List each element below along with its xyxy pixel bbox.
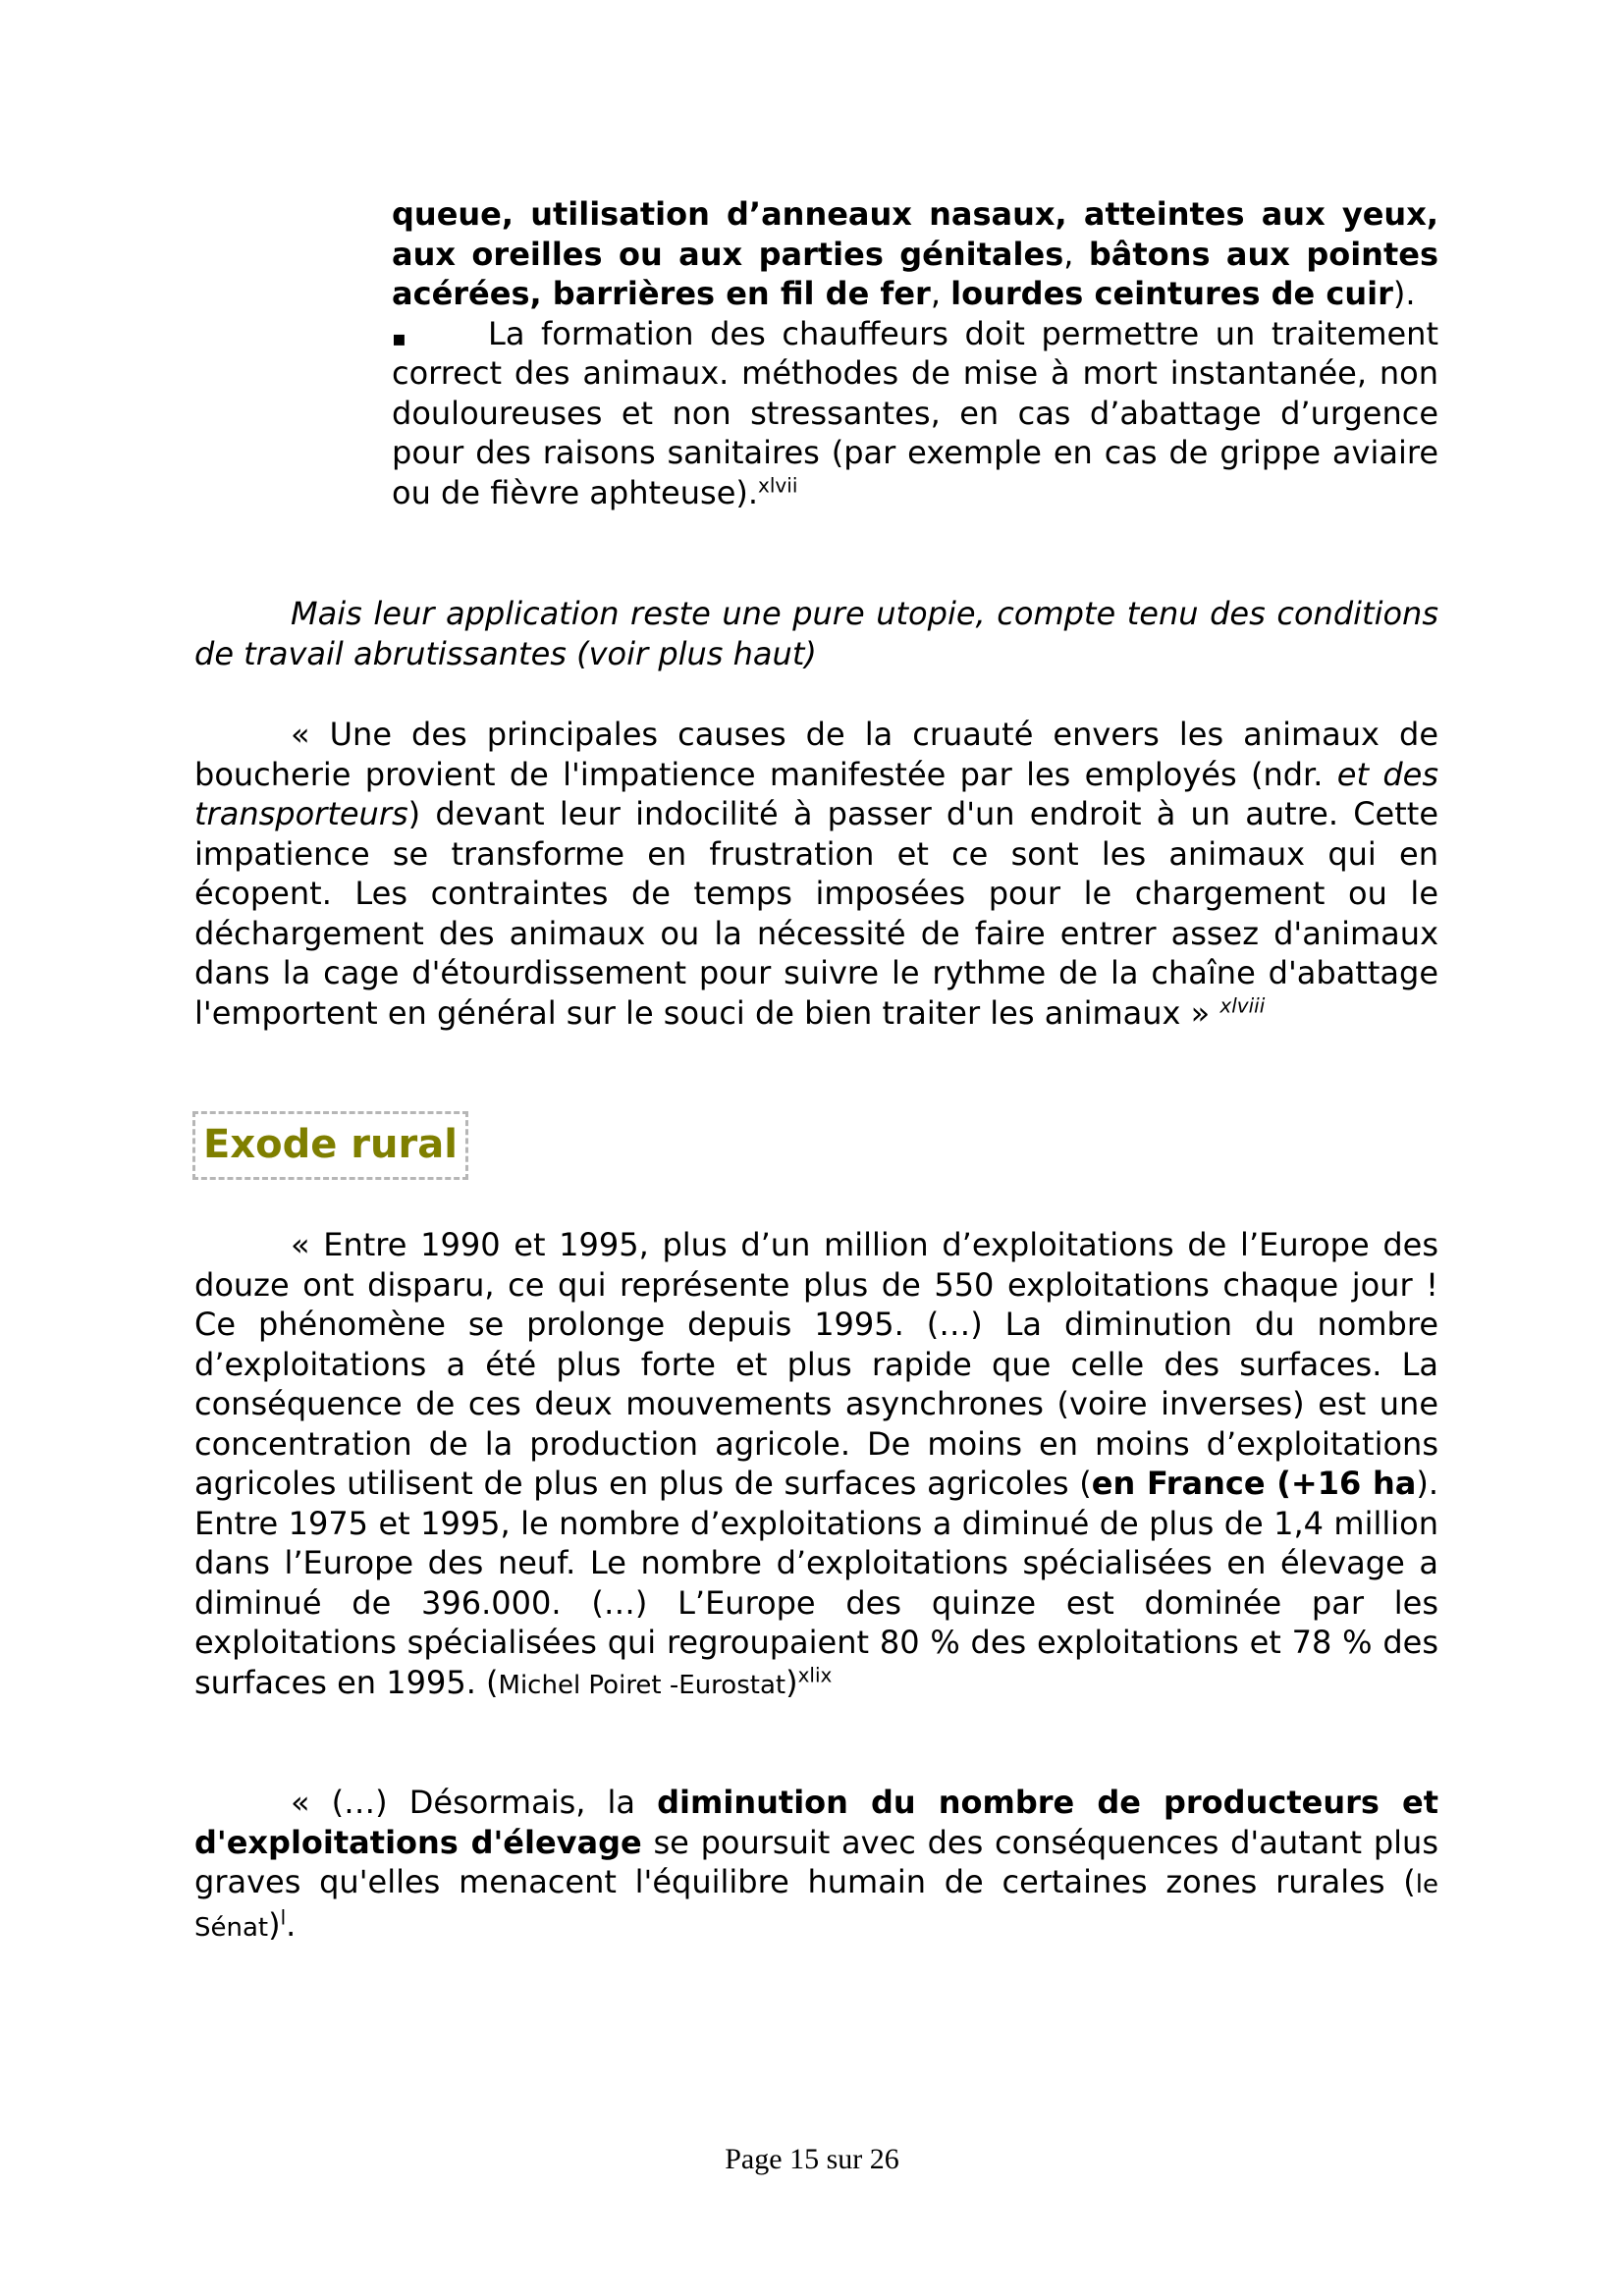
text: « (…) Désormais, la	[291, 1784, 658, 1821]
page-footer: Page 15 sur 26	[725, 2143, 899, 2175]
source-citation: Michel Poiret -Eurostat	[498, 1670, 786, 1700]
text: .	[286, 1905, 297, 1944]
text: se poursuit avec des conséquences d'autant plus graves qu'elles menacent l'équilibre humain de certaines zones rurales (	[194, 1823, 1438, 1900]
quote-paragraph-senat	[194, 1783, 1438, 1948]
text: ).	[1392, 275, 1416, 312]
bold-text: queue, utilisation d’anneaux nasaux, atteintes aux yeux, aux oreilles ou aux parties génitales	[392, 195, 1438, 273]
list-item-text: La formation des chauffeurs doit permettre un traitement correct des animaux. méthodes de mise à mort instantanée, non douloureuses et non stressantes, en cas d’abattage d’urgence pour des raisons sanitaires (par exemple en cas de grippe aviaire ou de fièvre aphteuse).	[392, 314, 1438, 511]
bold-text: en France (+16 ha	[1091, 1465, 1417, 1502]
quote-paragraph-cruelty	[194, 715, 1438, 1033]
quote-paragraph-eurostat	[194, 1225, 1438, 1705]
italic-text: et des transporteurs	[194, 755, 1439, 832]
list-item-restraint-methods	[392, 194, 1438, 314]
section-heading: Exode rural	[203, 1122, 458, 1167]
endnote-ref[interactable]: l	[280, 1904, 287, 1929]
heading-frame	[192, 1111, 468, 1180]
endnote-ref[interactable]: xlix	[797, 1662, 833, 1686]
text: ) devant leur indocilité à passer d'un endroit à un autre. Cette impatience se transforme en frustration et ce sont les animaux qui en écopent. Les contraintes de temps imposées pour le chargement ou le déchargement des animaux ou la nécessité de faire entrer assez d'animaux dans la cage d'étourdissement pour suivre le rythme de la chaîne d'abattage l'emportent en général sur le souci de bien traiter les animaux »	[194, 795, 1438, 1032]
text: )	[268, 1905, 281, 1944]
text: ,	[1063, 235, 1089, 273]
text: ). Entre 1975 et 1995, le nombre d’exploitations a diminué de plus de 1,4 million dans l’Europe des neuf. Le nombre d’exploitations spécialisées en élevage a diminué de 396.000. (…) L’Europe des quinze est dominée par les exploitations spécialisées qui regroupaient 80 % des exploitations et 78 % des surfaces en 1995. (	[194, 1465, 1439, 1701]
source-citation: le Sénat	[194, 1870, 1438, 1943]
bullet-list-continuation	[392, 194, 1438, 512]
text: ,	[930, 275, 951, 312]
bold-text: lourdes ceintures de cuir	[950, 275, 1393, 312]
endnote-ref[interactable]: xlvii	[758, 472, 798, 497]
text: )	[785, 1663, 798, 1701]
italic-commentary: Mais leur application reste une pure utopie, compte tenu des conditions de travail abrutissantes (voir plus haut)	[194, 595, 1438, 672]
bold-text: diminution du nombre de producteurs et d'exploitations d'élevage	[194, 1784, 1439, 1861]
text: « Une des principales causes de la cruauté envers les animaux de boucherie provient de l'impatience manifestée par les employés (ndr.	[194, 716, 1438, 793]
bold-text: bâtons aux pointes acérées, barrières en fil de fer	[392, 235, 1439, 312]
text: « Entre 1990 et 1995, plus d’un million d’exploitations de l’Europe des douze ont disparu, ce qui représente plus de 550 exploitations chaque jour ! Ce phénomène se prolonge depuis 1995. (…) La diminution du nombre d’exploitations a été plus forte et plus rapide que celle des surfaces. La conséquence de ces deux mouvements asynchrones (voire inverses) est une concentration de la production agricole. De moins en moins d’exploitations agricoles utilisent de plus en plus de surfaces agricoles (	[194, 1226, 1438, 1502]
endnote-ref[interactable]: xlviii	[1219, 992, 1266, 1017]
list-item-driver-training	[392, 314, 1438, 513]
bullet-square-icon: ▪	[392, 326, 406, 351]
